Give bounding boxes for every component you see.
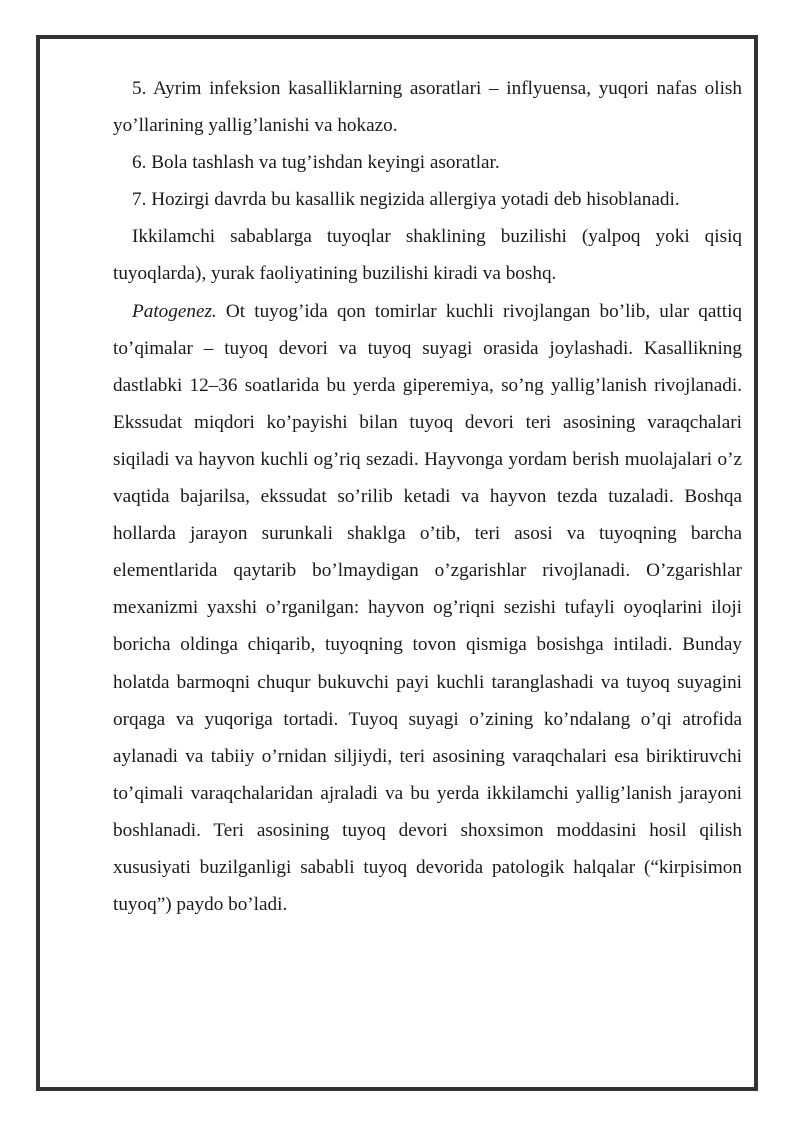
pathogenesis-text: Ot tuyog’ida qon tomirlar kuchli rivojlangan bo’lib, ular qattiq to’qimalar – tuyoq devori va tuyoq suyagi orasida joylashadi. Kasallikning dastlabki 12–36 soatlarida bu yerda giperemiya, so’ng yallig’lanish rivojlanadi. Ekssudat miqdori ko’payishi bilan tuyoq devori teri asosining varaqchalari siqiladi va hayvon kuchli og’riq sezadi. Hayvonga yordam berish muolajalari o’z vaqtida bajarilsa, ekssudat so’rilib ketadi va hayvon tezda tuzaladi. Boshqa hollarda jarayon surunkali shaklga o’tib, teri asosi va tuyoqning barcha elementlarida qaytarib bo’lmaydigan o’zgarishlar rivojlanadi. O’zgarishlar mexanizmi yaxshi o’rganilgan: hayvon og’riqni sezishi tufayli oyoqlarini iloji boricha oldinga chiqarib, tuyoqning tovon qismiga bosishga intiladi. Bunday holatda barmoqni chuqur bukuvchi payi kuchli taranglashadi va tuyoq suyagini orqaga va yuqoriga tortadi. Tuyoq suyagi o’zining ko’ndalang o’qi atrofida aylanadi va tabiiy o’rnidan siljiydi, teri asosining varaqchalari esa biriktiruvchi to’qimali varaqchalaridan ajraladi va bu yerda ikkilamchi yallig’lanish jarayoni boshlanadi. Teri asosining tuyoq devori shoxsimon moddasini hosil qilish xususiyati buzilganligi sababli tuyoq devorida patologik halqalar (“kirpisimon tuyoq”) paydo bo’ladi.: [113, 300, 742, 916]
pathogenesis-heading: Patogenez.: [132, 300, 217, 322]
paragraph-complication-5: 5. Ayrim infeksion kasalliklarning asoratlari – inflyuensa, yuqori nafas olish yo’llarining yallig’lanishi va hokazo.: [113, 78, 742, 137]
paragraph-complication-7: 7. Hozirgi davrda bu kasallik negizida allergiya yotadi deb hisoblanadi.: [132, 189, 680, 211]
paragraph-complication-6: 6. Bola tashlash va tug’ishdan keyingi asoratlar.: [132, 152, 500, 174]
paragraph-secondary-causes: Ikkilamchi sabablarga tuyoqlar shaklining buzilishi (yalpoq yoki qisiq tuyoqlarda), yurak faoliyatining buzilishi kiradi va boshq.: [113, 226, 742, 285]
paragraph-pathogenesis: [113, 293, 742, 924]
document-body: [113, 70, 742, 923]
